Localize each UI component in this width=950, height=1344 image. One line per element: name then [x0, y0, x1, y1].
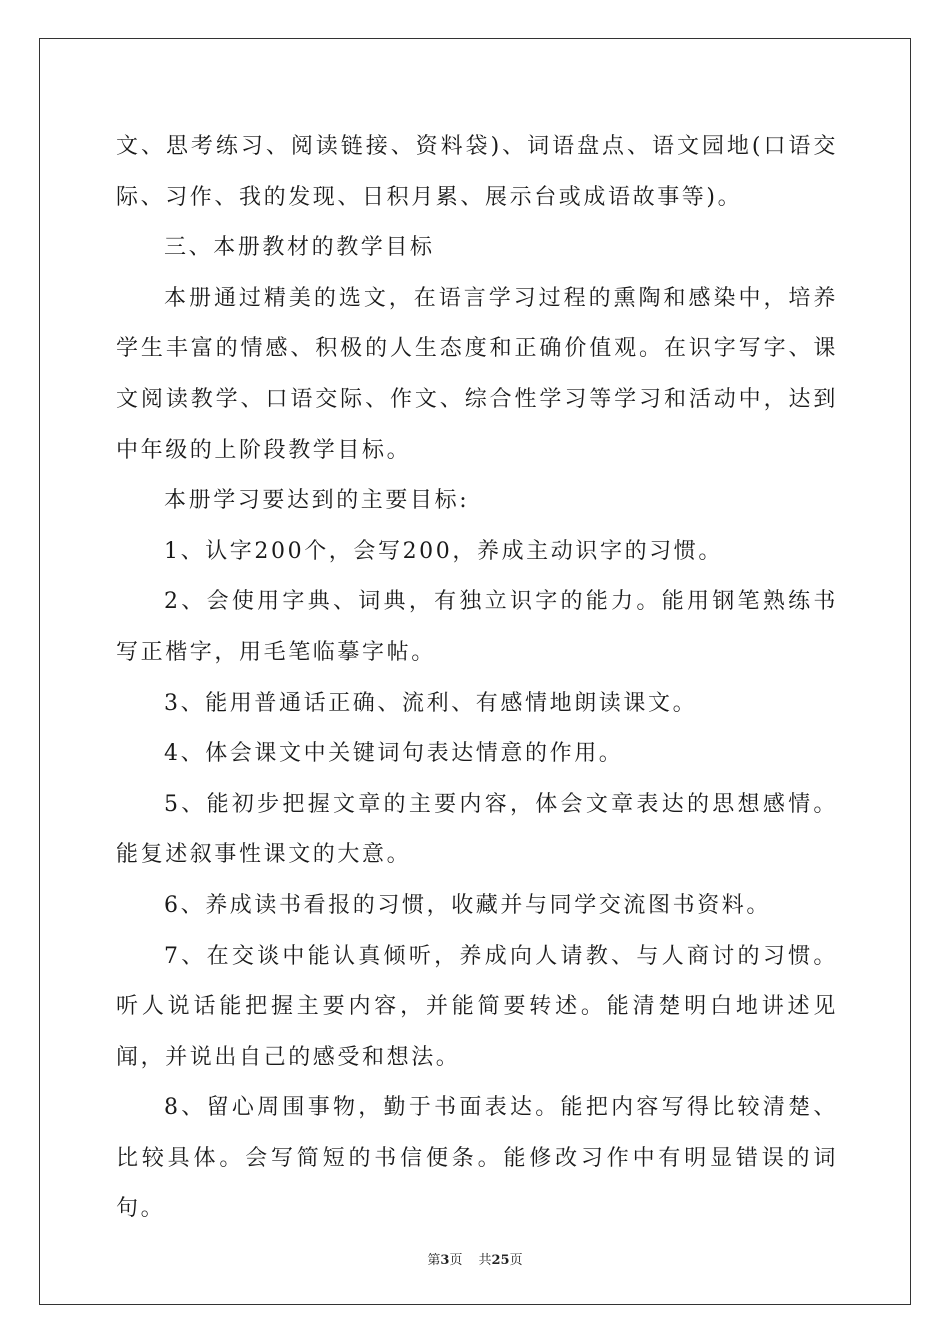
page-total — [478, 1249, 522, 1268]
list-item: 1、认字200个，会写200，养成主动识字的习惯。 — [164, 538, 723, 564]
list-item: 4、体会课文中关键词句表达情意的作用。 — [164, 741, 624, 767]
list-item: 7、在交谈中能认真倾听，养成向人请教、与人商讨的习惯。听人说话能把握主要内容，并能简要转述。能清楚明白地讲述见闻，并说出自己的感受和想法。 — [116, 943, 838, 1070]
total-count: 25 — [491, 1253, 510, 1268]
page-number — [427, 1249, 462, 1268]
total-suffix: 页 — [509, 1253, 523, 1268]
list-item: 8、留心周围事物，勤于书面表达。能把内容写得比较清楚、比较具体。会写简短的书信便条。能修改习作中有明显错误的词句。 — [116, 1095, 838, 1222]
total-prefix: 共 — [478, 1253, 492, 1268]
page-prefix: 第 — [427, 1253, 441, 1268]
page-current: 3 — [440, 1253, 450, 1268]
document-body — [116, 122, 838, 1235]
list-item: 3、能用普通话正确、流利、有感情地朗读课文。 — [164, 690, 698, 716]
section-heading: 三、本册教材的教学目标 — [164, 235, 435, 261]
list-item: 5、能初步把握文章的主要内容，体会文章表达的思想感情。能复述叙事性课文的大意。 — [116, 791, 838, 868]
paragraph: 本册学习要达到的主要目标: — [164, 488, 470, 514]
page-suffix: 页 — [449, 1253, 463, 1268]
page-footer — [0, 1249, 950, 1268]
list-item: 6、养成读书看报的习惯，收藏并与同学交流图书资料。 — [164, 892, 771, 918]
list-item: 2、会使用字典、词典，有独立识字的能力。能用钢笔熟练书写正楷字，用毛笔临摹字帖。 — [116, 589, 838, 665]
paragraph: 本册通过精美的选文，在语言学习过程的熏陶和感染中，培养学生丰富的情感、积极的人生态度和正确价值观。在识字写字、课文阅读教学、口语交际、作文、综合性学习等学习和活动中，达到中年级的上阶段教学目标。 — [116, 285, 838, 463]
paragraph: 文、思考练习、阅读链接、资料袋)、词语盘点、语文园地(口语交际、习作、我的发现、日积月累、展示台或成语故事等)。 — [116, 134, 838, 210]
